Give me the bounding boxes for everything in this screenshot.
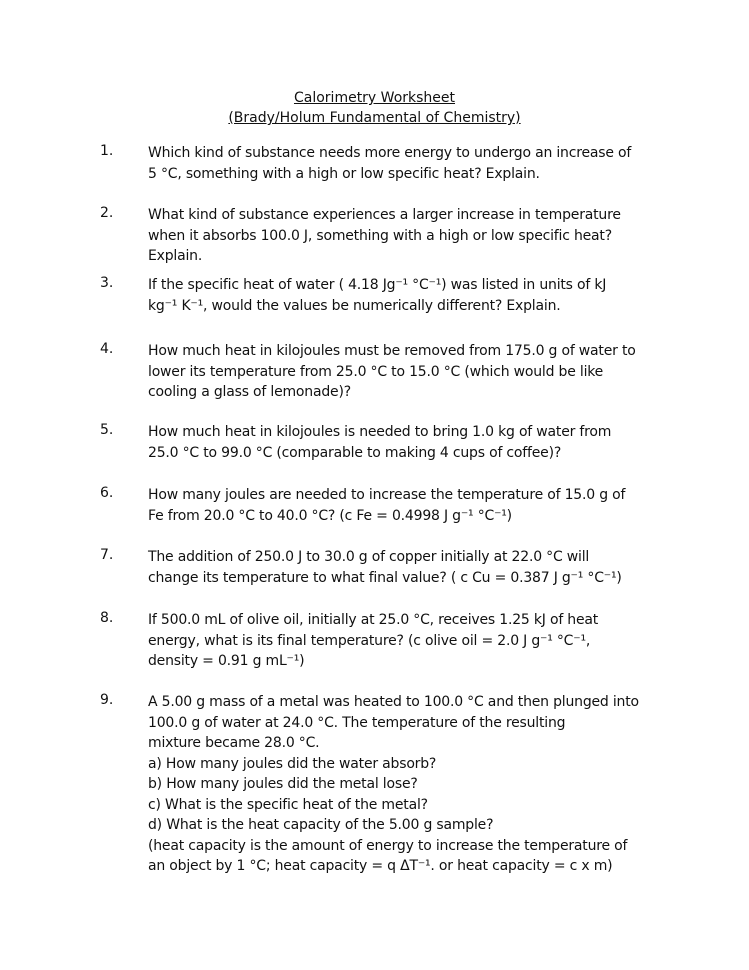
question-line: The addition of 250.0 J to 30.0 g of copper initially at 22.0 °C will — [148, 549, 590, 565]
question-text — [148, 205, 668, 267]
question-line: mixture became 28.0 °C. — [148, 735, 320, 751]
question-line: Which kind of substance needs more energy to undergo an increase of — [148, 145, 632, 161]
question-line: density = 0.91 g mL⁻¹) — [148, 653, 305, 669]
question-line: b) How many joules did the metal lose? — [148, 776, 418, 792]
question-text — [148, 547, 668, 588]
question-line: If the specific heat of water ( 4.18 Jg⁻¹ °C⁻¹) was listed in units of kJ — [148, 277, 607, 293]
question-line: 25.0 °C to 99.0 °C (comparable to making 4 cups of coffee)? — [148, 444, 562, 461]
question-text — [148, 692, 668, 877]
question-number: 3. — [100, 275, 114, 291]
question-line: a) How many joules did the water absorb? — [148, 755, 437, 772]
question-number: 8. — [100, 610, 114, 626]
question-line: lower its temperature from 25.0 °C to 15.0 °C (which would be like — [148, 363, 604, 380]
question-line: 100.0 g of water at 24.0 °C. The temperature of the resulting — [148, 714, 566, 731]
question-number: 9. — [100, 692, 114, 708]
question-line: How many joules are needed to increase the temperature of 15.0 g of — [148, 487, 626, 503]
question-line: change its temperature to what final value? ( c Cu = 0.387 J g⁻¹ °C⁻¹) — [148, 569, 622, 586]
question-number: 2. — [100, 205, 114, 221]
question-line: If 500.0 mL of olive oil, initially at 25.0 °C, receives 1.25 kJ of heat — [148, 612, 599, 628]
question-line: an object by 1 °C; heat capacity = q ΔT⁻¹. or heat capacity = c x m) — [148, 858, 613, 874]
question-text — [148, 275, 668, 316]
worksheet-subtitle: (Brady/Holum Fundamental of Chemistry) — [228, 110, 521, 126]
question-line: A 5.00 g mass of a metal was heated to 100.0 °C and then plunged into — [148, 694, 639, 710]
question-line: when it absorbs 100.0 J, something with a high or low specific heat? — [148, 227, 612, 244]
question-line: Explain. — [148, 248, 203, 264]
question-line: How much heat in kilojoules is needed to bring 1.0 kg of water from — [148, 424, 612, 440]
question-number: 4. — [100, 341, 114, 357]
question-line: energy, what is its final temperature? (c olive oil = 2.0 J g⁻¹ °C⁻¹, — [148, 632, 591, 649]
question-text — [148, 485, 668, 526]
question-line: kg⁻¹ K⁻¹, would the values be numerically different? Explain. — [148, 297, 561, 314]
question-line: c) What is the specific heat of the metal? — [148, 796, 428, 813]
question-number: 1. — [100, 143, 114, 159]
question-text — [148, 610, 668, 672]
worksheet-title: Calorimetry Worksheet — [293, 90, 456, 106]
question-line: (heat capacity is the amount of energy to increase the temperature of — [148, 837, 628, 854]
question-number: 5. — [100, 422, 114, 438]
question-line: How much heat in kilojoules must be removed from 175.0 g of water to — [148, 343, 636, 359]
question-number: 6. — [100, 485, 114, 501]
question-text — [148, 422, 668, 463]
question-number: 7. — [100, 547, 114, 563]
question-line: Fe from 20.0 °C to 40.0 °C? (c Fe = 0.4998 J g⁻¹ °C⁻¹) — [148, 507, 512, 524]
question-line: d) What is the heat capacity of the 5.00 g sample? — [148, 817, 494, 833]
question-line: 5 °C, something with a high or low specific heat? Explain. — [148, 165, 540, 182]
question-text — [148, 341, 668, 403]
question-text — [148, 143, 668, 184]
question-line: What kind of substance experiences a larger increase in temperature — [148, 207, 621, 223]
question-line: cooling a glass of lemonade)? — [148, 384, 351, 400]
